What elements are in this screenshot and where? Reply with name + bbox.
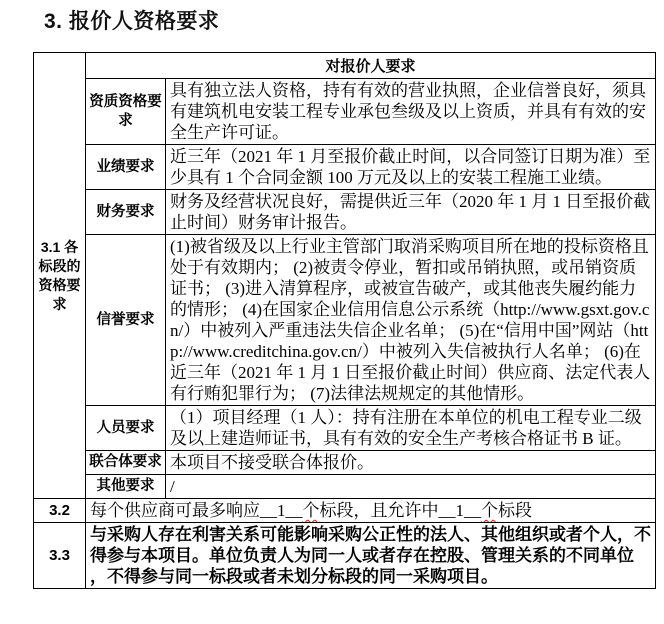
table-row-3-3 <box>34 523 656 589</box>
row-3-3-content: 与采购人存在利害关系可能影响采购公正性的法人、其他组织或者个人，不得参与本项目。单位负责人为同一人或者存在控股、管理关系的不同单位 ，不得参与同一标段或者未划分标段的同一采购项目。 <box>86 523 656 589</box>
table-row-3-2 <box>34 499 656 523</box>
table-row-qualification <box>34 79 656 145</box>
table-row-finance <box>34 190 656 235</box>
table-row-other <box>34 475 656 499</box>
requirement-label: 资质资格要求 <box>86 79 166 145</box>
table-row-performance <box>34 145 656 190</box>
requirement-label: 人员要求 <box>86 406 166 451</box>
requirement-label: 联合体要求 <box>86 451 166 475</box>
row-3-2-text-segment: 标段，且允许中__1__ <box>319 501 481 520</box>
requirement-label: 其他要求 <box>86 475 166 499</box>
requirement-content: 本项目不接受联合体报价。 <box>166 451 656 475</box>
table-row-consortium <box>34 451 656 475</box>
requirement-content: / <box>166 475 656 499</box>
section-3-1-id-cell: 3.1 各标段的资格要求 <box>34 53 86 499</box>
table-row-personnel <box>34 406 656 451</box>
requirement-label: 信誉要求 <box>86 235 166 406</box>
requirement-label: 业绩要求 <box>86 145 166 190</box>
requirement-content: 财务及经营状况良好，需提供近三年（2020 年 1 月 1 日至报价截止时间）财务审计报告。 <box>166 190 656 235</box>
spellcheck-underline: 个 <box>302 501 320 520</box>
spellcheck-underline: 个 <box>481 501 498 520</box>
row-3-2-content <box>86 499 656 523</box>
section-3-2-id-cell: 3.2 <box>34 499 86 523</box>
section-3-3-id-cell: 3.3 <box>34 523 86 589</box>
row-3-2-text-segment: 标段 <box>498 501 532 520</box>
requirement-content: 具有独立法人资格，持有有效的营业执照，企业信誉良好，须具有建筑机电安装工程专业承包叁级及以上资质，并具有有效的安全生产许可证。 <box>166 79 656 145</box>
table-header-cell: 对报价人要求 <box>86 53 656 79</box>
table-row-credit <box>34 235 656 406</box>
page-title: 3. 报价人资格要求 <box>44 10 220 33</box>
requirement-content: （1）项目经理（1 人）：持有注册在本单位的机电工程专业二级及以上建造师证书，具有有效的安全生产考核合格证书 B 证。 <box>166 406 656 451</box>
requirement-content: 近三年（2021 年 1 月至报价截止时间，以合同签订日期为准）至少具有 1 个合同金额 100 万元及以上的安装工程施工业绩。 <box>166 145 656 190</box>
table-header-row <box>34 53 656 79</box>
row-3-2-text-segment: 每个供应商可最多响应__1__ <box>90 501 303 520</box>
qualification-table <box>33 52 656 589</box>
requirement-content: (1)被省级及以上行业主管部门取消采购项目所在地的投标资格且处于有效期内； (2)被责令停业，暂扣或吊销执照，或吊销资质证书； (3)进入清算程序，或被宣告破产，或其他丧失履约能力的情形； (4)在国家企业信用信息公示系统（http://www.gsxt.gov.cn/）中被列入严重违法失信企业名单； (5)在“信用中国”网站（http://www.creditchina.gov.cn/）中被列入失信被执行人名单； (6)在近三年（2021 年 1 月 1 日至报价截止时间）供应商、法定代表人有行贿犯罪行为； (7)法律法规规定的其他情形。 <box>166 235 656 406</box>
requirement-label: 财务要求 <box>86 190 166 235</box>
